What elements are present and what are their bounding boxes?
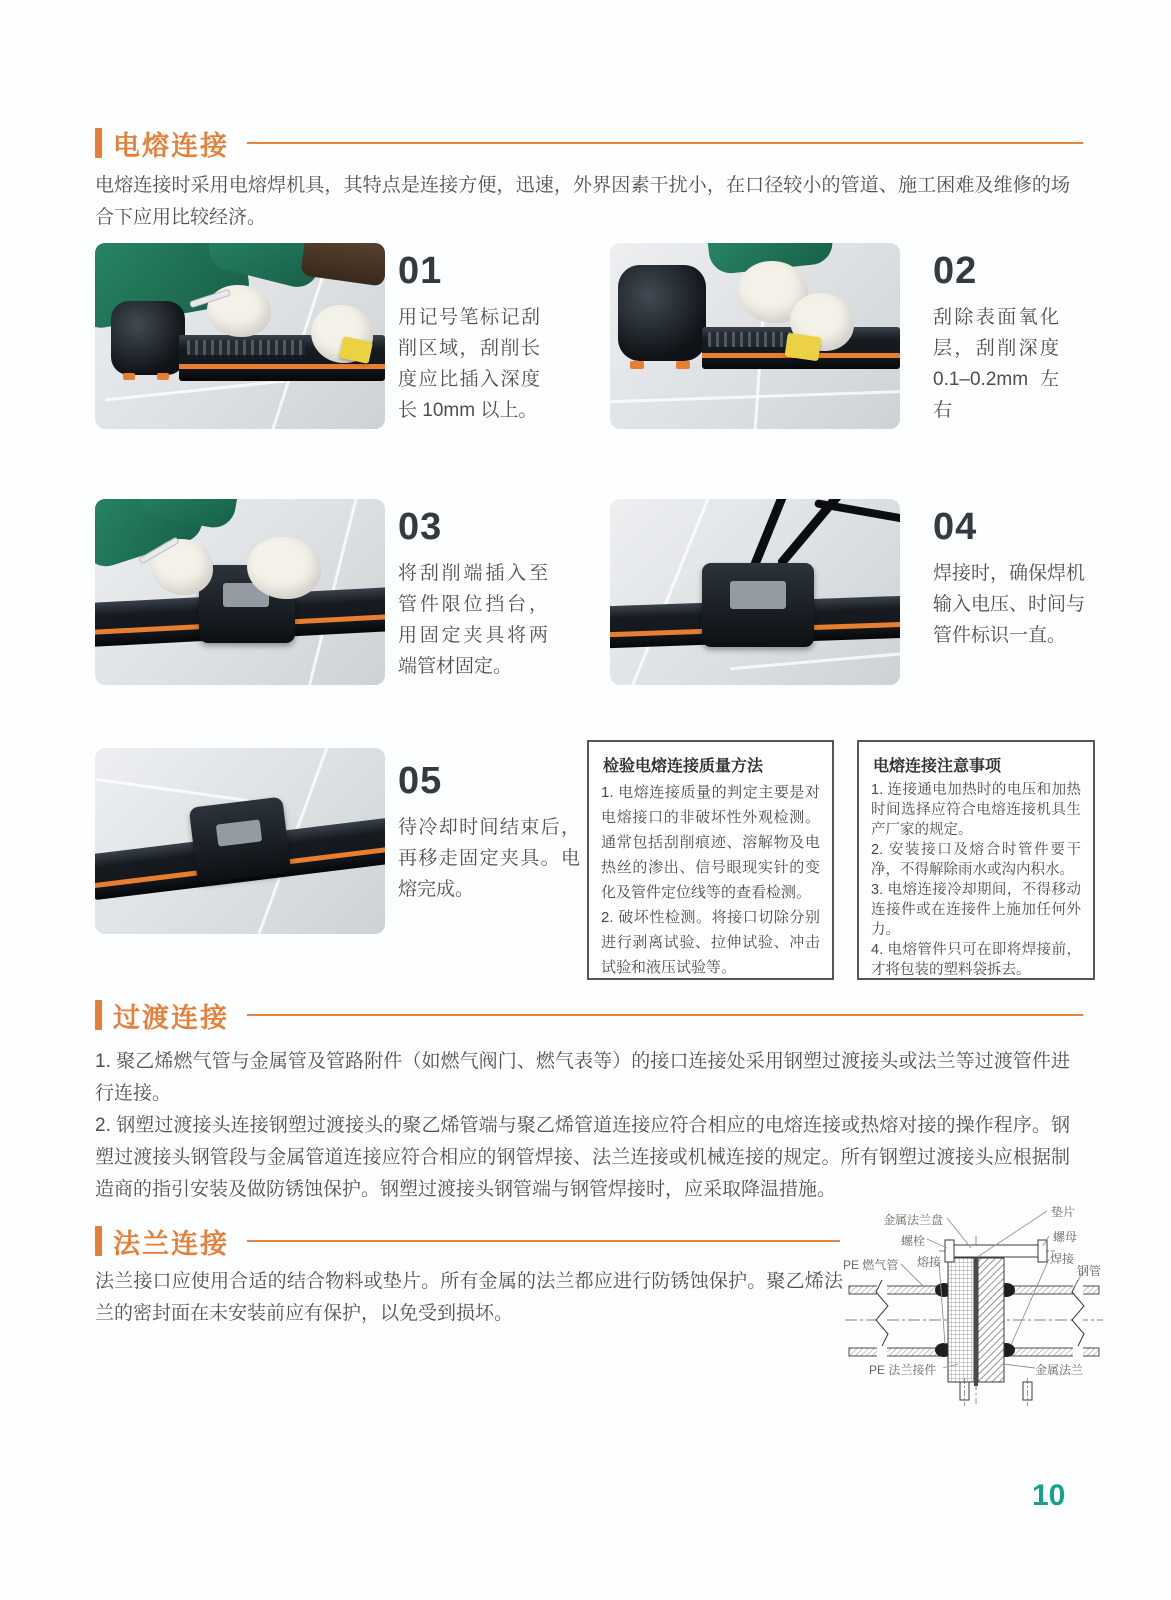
notice-item: 3. 电熔连接冷却期间，不得移动连接件或在连接件上施加任何外力。	[871, 882, 1081, 938]
quality-check-item: 2. 破坏性检测。将接口切除分别进行剥离试验、拉伸试验、冲击试验和液压试验等。	[601, 909, 820, 976]
step-photo-02	[610, 243, 900, 429]
step-photo-05	[95, 748, 385, 934]
step-01	[398, 252, 540, 426]
flange-body	[95, 1266, 843, 1330]
pipe-end-cap-graphic	[618, 265, 706, 361]
cap-foot-graphic	[676, 361, 690, 369]
section-rule	[247, 142, 1083, 144]
section-rule	[247, 1240, 840, 1242]
step-photo-01	[95, 243, 385, 429]
step-03-number: 03	[398, 506, 443, 548]
quality-check-item: 1. 电熔连接质量的判定主要是对电熔接口的非破坏性外观检测。通常包括刮削痕迹、溶解物及电热丝的渗出、信号眼现实针的变化及管件定位线等的查看检测。	[601, 784, 820, 901]
transition-paragraph-1: 1. 聚乙烯燃气管与金属管及管路附件（如燃气阀门、燃气表等）的接口连接处采用钢塑过渡接头或法兰等过渡管件进行连接。	[95, 1051, 1070, 1104]
notice-box	[857, 740, 1095, 980]
cap-foot-graphic	[123, 373, 135, 380]
tile-seam	[625, 499, 714, 685]
quality-check-box	[587, 740, 834, 980]
pipe-end-cap-graphic	[111, 301, 185, 375]
scraper-tool-graphic	[784, 333, 821, 361]
cap-foot-graphic	[630, 361, 644, 369]
step-photo-04	[610, 499, 900, 685]
diagram-label-fusion-weld: 熔接	[917, 1255, 942, 1269]
section-title-transition: 过渡连接	[113, 1002, 229, 1033]
step-01-text: 用记号笔标记刮削区域，刮削长度应比插入深度长 10mm 以上。	[398, 307, 540, 421]
transition-body	[95, 1046, 1070, 1206]
notice-item: 4. 电熔管件只可在即将焊接前，才将包装的塑料袋拆去。	[871, 942, 1081, 978]
notice-box-title: 电熔连接注意事项	[873, 758, 1002, 775]
diagram-label-metal-flange-plate: 金属法兰盘	[883, 1213, 944, 1227]
section-rule	[247, 1014, 1083, 1016]
section-header-flange	[95, 1224, 840, 1258]
step-02-number: 02	[933, 250, 978, 292]
quality-check-box-title: 检验电熔连接质量方法	[603, 758, 764, 775]
section-header-electrofusion	[95, 126, 1083, 160]
section-title-electrofusion: 电熔连接	[113, 130, 229, 161]
diagram-label-nut: 螺母	[1053, 1230, 1078, 1244]
notice-item: 2. 安装接口及熔合时管件要干净，不得解除雨水或沟内积水。	[871, 842, 1081, 878]
section-accent-bar	[95, 1226, 102, 1256]
diagram-label-weld: 焊接	[1050, 1252, 1075, 1266]
tile-seam	[95, 777, 248, 802]
step-05-number: 05	[398, 760, 443, 802]
step-04-number: 04	[933, 506, 978, 548]
step-05	[398, 762, 580, 905]
step-01-number: 01	[398, 250, 443, 292]
diagram-label-bolt: 螺栓	[901, 1234, 926, 1248]
step-photo-03	[95, 499, 385, 685]
section-title-flange: 法兰连接	[113, 1228, 229, 1259]
page-number: 10	[1032, 1479, 1066, 1512]
section-header-transition	[95, 998, 1083, 1032]
step-04	[933, 508, 1085, 651]
section-accent-bar	[95, 128, 102, 158]
diagram-label-pe-gas-pipe: PE 燃气管	[843, 1258, 899, 1272]
notice-item: 1. 连接通电加热时的电压和加热时间选择应符合电熔连接机具生产厂家的规定。	[871, 782, 1081, 838]
step-02-text: 刮除表面氧化层，刮削深度 0.1–0.2mm 左右	[933, 307, 1059, 421]
glove-graphic	[247, 537, 321, 599]
diagram-label-gasket: 垫片	[1051, 1205, 1076, 1219]
electrofusion-intro-text: 电熔连接时采用电熔焊机具，其特点是连接方便，迅速，外界因素干扰小，在口径较小的管道、施工困难及维修的场合下应用比较经济。	[95, 175, 1070, 228]
marked-area-graphic	[187, 340, 305, 355]
step-02	[933, 252, 1059, 426]
step-03-text: 将刮削端插入至管件限位挡台，用固定夹具将两端管材固定。	[398, 563, 548, 677]
step-05-text: 待冷却时间结束后，再移走固定夹具。电熔完成。	[398, 817, 580, 900]
tile-seam	[105, 380, 284, 402]
step-03	[398, 508, 548, 682]
diagram-label-pe-flange-adapter: PE 法兰接件	[869, 1363, 937, 1377]
tile-seam	[730, 651, 900, 671]
diagram-label-metal-flange: 金属法兰	[1035, 1363, 1084, 1377]
electrofusion-intro	[95, 170, 1070, 234]
cap-foot-graphic	[157, 373, 169, 380]
coupler-label-graphic	[730, 581, 786, 609]
flange-connection-diagram	[843, 1198, 1105, 1410]
transition-paragraph-2: 2. 钢塑过渡接头连接钢塑过渡接头的聚乙烯管端与聚乙烯管道连接应符合相应的电熔连接或热熔对接的操作程序。钢塑过渡接头钢管段与金属管道连接应符合相应的钢管焊接、法兰连接或机械连接的规定。所有钢塑过渡接头应根据制造商的指引安装及做防锈蚀保护。钢塑过渡接头钢管端与钢管焊接时，应采取降温措施。	[95, 1115, 1070, 1200]
section-accent-bar	[95, 1000, 102, 1030]
diagram-label-steel-pipe: 钢管	[1077, 1264, 1102, 1278]
step-04-text: 焊接时，确保焊机输入电压、时间与管件标识一直。	[933, 563, 1086, 646]
flange-body-text: 法兰接口应使用合适的结合物料或垫片。所有金属的法兰都应进行防锈蚀保护。聚乙烯法兰的密封面在未安装前应有保护，以免受到损坏。	[95, 1271, 843, 1324]
